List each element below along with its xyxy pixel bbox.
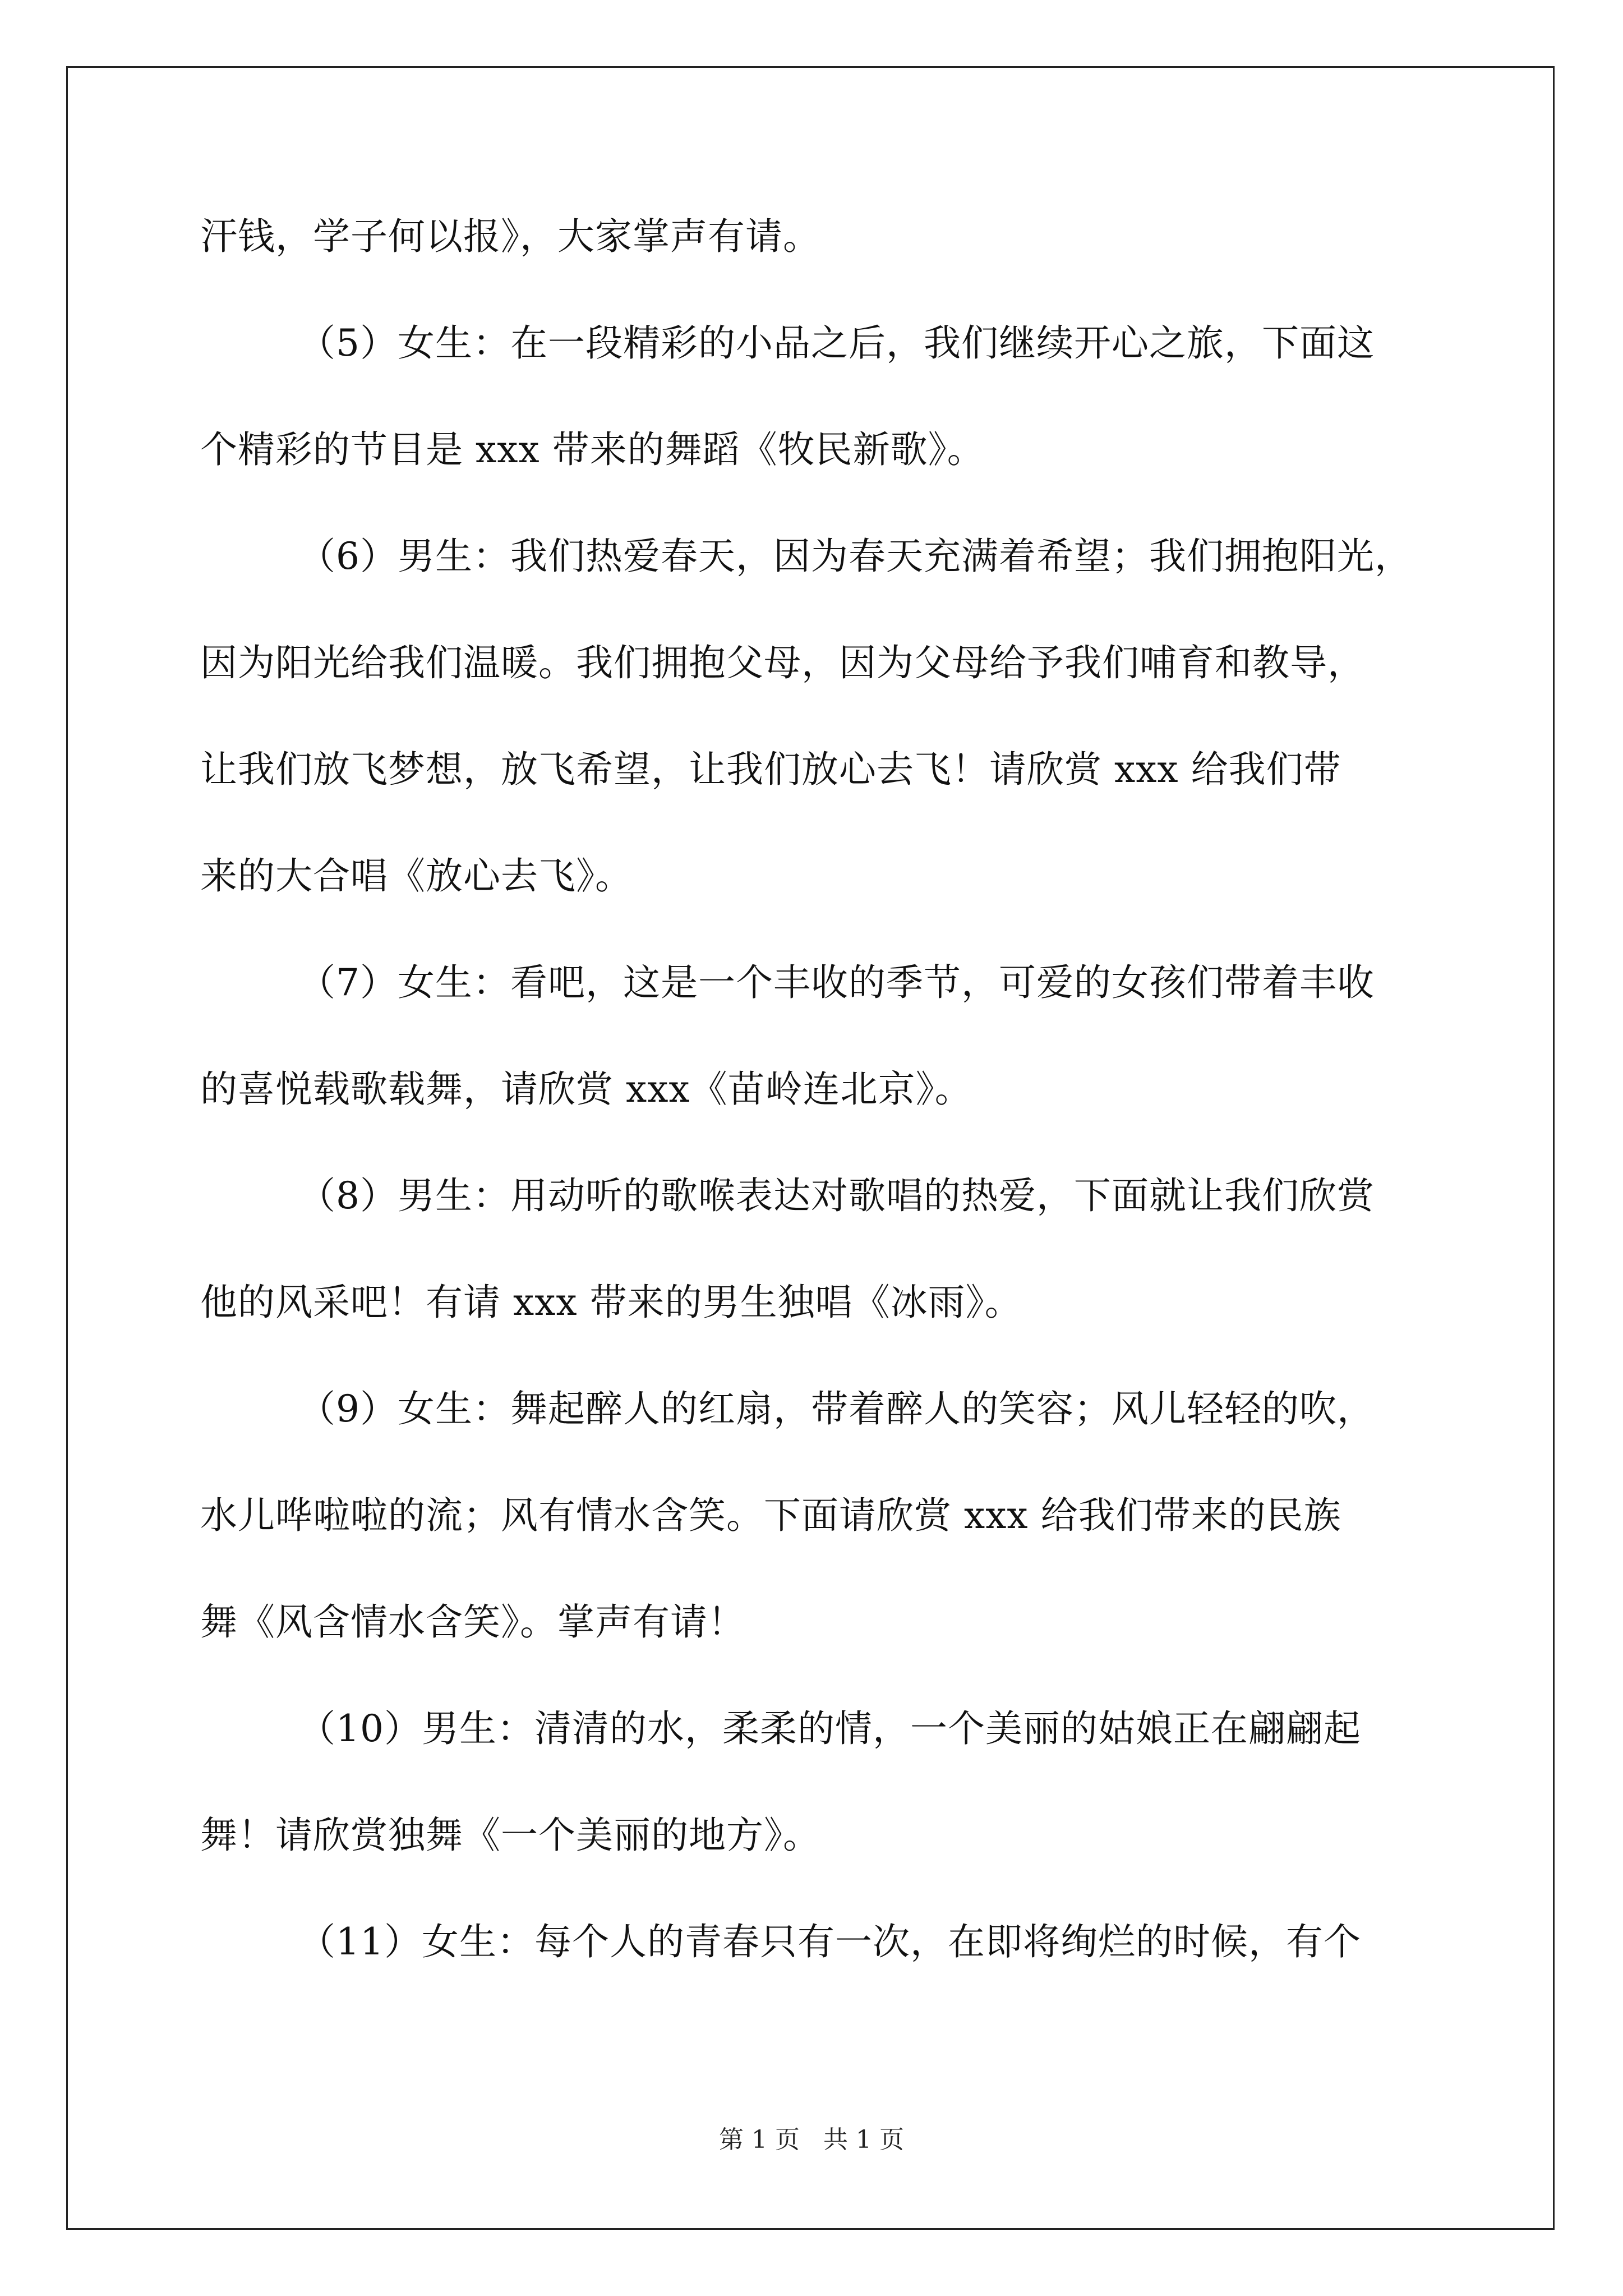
paragraph-5-line-1: （5）女生：在一段精彩的小品之后，我们继续开心之旅，下面这 [298,321,1375,365]
paragraph-6-line-1: （6）男生：我们热爱春天，因为春天充满着希望；我们拥抱阳光， [298,535,1412,578]
paragraph-11-line-1: （11）女生：每个人的青春只有一次，在即将绚烂的时候，有个 [298,1920,1361,1963]
paragraph-8-line-1: （8）男生：用动听的歌喉表达对歌唱的热爱，下面就让我们欣赏 [298,1174,1375,1217]
paragraph-10-line-1: （10）男生：清清的水，柔柔的情，一个美丽的姑娘正在翩翩起 [298,1707,1361,1750]
paragraph-9-line-1: （9）女生：舞起醉人的红扇，带着醉人的笑容；风儿轻轻的吹， [298,1387,1375,1430]
page-footer: 第 1 页 共 1 页 [719,2125,904,2154]
text-line: 舞！请欣赏独舞《一个美丽的地方》。 [200,1814,820,1857]
text-line: 他的风采吧！有请 xxx 带来的男生独唱《冰雨》。 [200,1281,1022,1324]
text-line: 的喜悦载歌载舞，请欣赏 xxx《苗岭连北京》。 [200,1068,972,1111]
text-line: 因为阳光给我们温暖。我们拥抱父母，因为父母给予我们哺育和教导， [200,641,1365,684]
text-line: 个精彩的节目是 xxx 带来的舞蹈《牧民新歌》。 [200,428,985,471]
paragraph-7-line-1: （7）女生：看吧，这是一个丰收的季节，可爱的女孩们带着丰收 [298,961,1375,1004]
text-line: 让我们放飞梦想，放飞希望，让我们放心去飞！请欣赏 xxx 给我们带 [200,748,1341,791]
text-line: 来的大合唱《放心去飞》。 [200,854,633,898]
text-line: 舞《风含情水含笑》。掌声有请！ [200,1600,745,1644]
document-body [200,209,1440,2021]
text-line: 汗钱，学子何以报》，大家掌声有请。 [200,215,820,258]
text-line: 水儿哗啦啦的流；风有情水含笑。下面请欣赏 xxx 给我们带来的民族 [200,1494,1341,1537]
